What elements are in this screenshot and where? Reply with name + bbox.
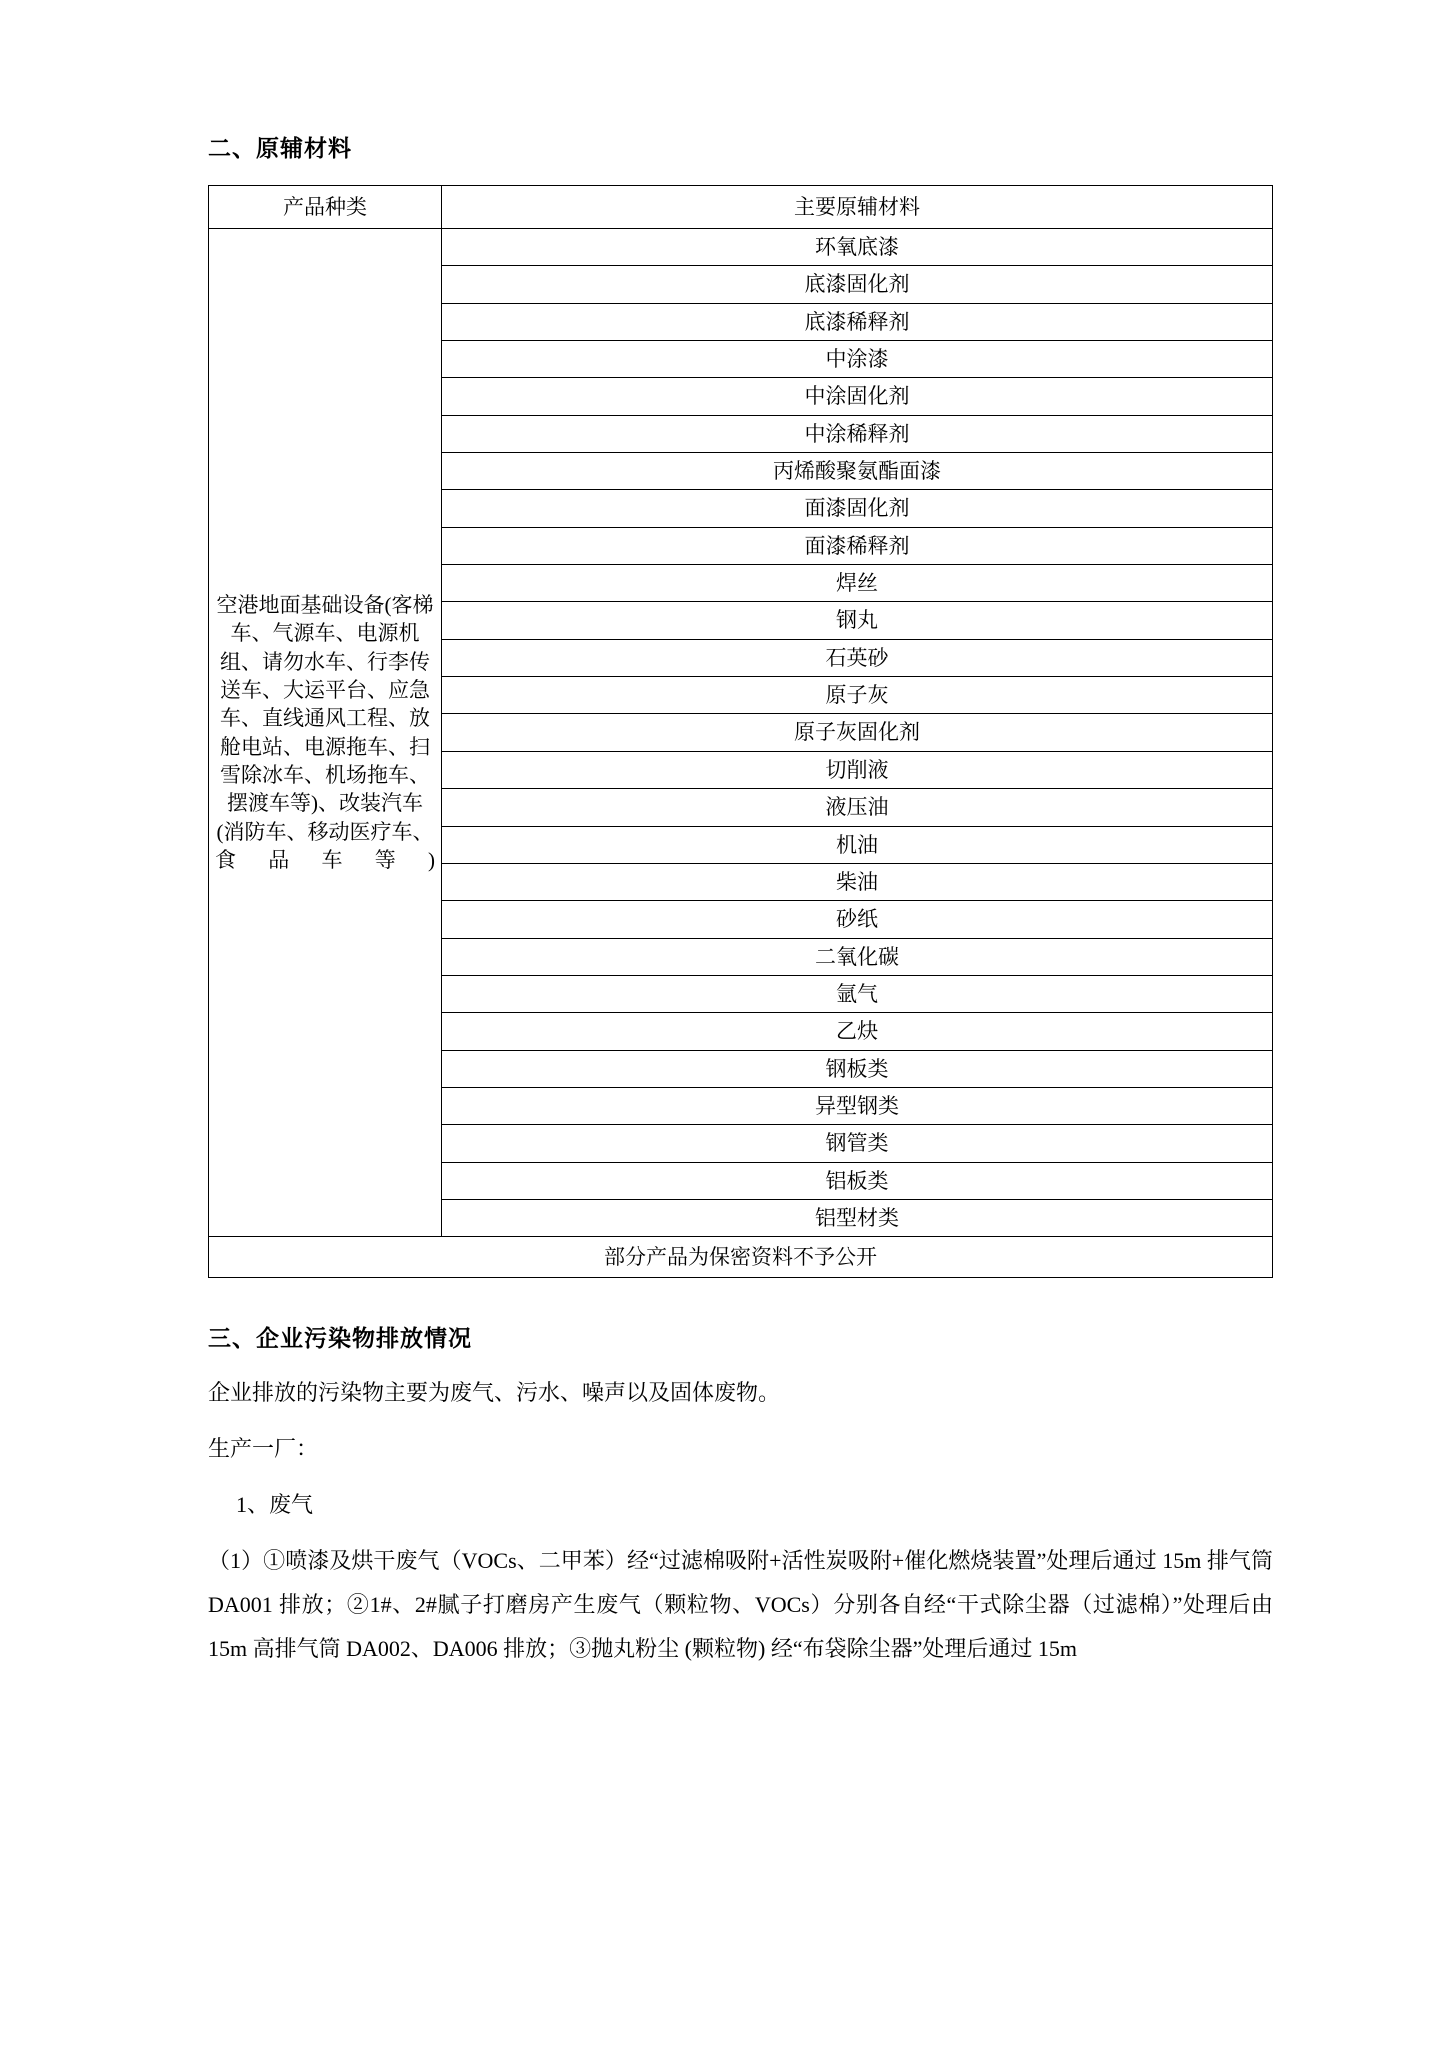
material-cell: 中涂稀释剂 [442, 415, 1273, 452]
table-row [209, 229, 1273, 266]
material-cell: 钢板类 [442, 1050, 1273, 1087]
materials-table [208, 185, 1273, 1278]
material-cell: 液压油 [442, 789, 1273, 826]
material-cell: 面漆固化剂 [442, 490, 1273, 527]
material-cell: 氩气 [442, 975, 1273, 1012]
material-cell: 异型钢类 [442, 1087, 1273, 1124]
item-waste-gas-label: 1、废气 [236, 1492, 314, 1518]
header-main-materials: 主要原辅材料 [442, 186, 1273, 229]
material-cell: 原子灰固化剂 [442, 714, 1273, 751]
material-cell: 乙炔 [442, 1013, 1273, 1050]
material-cell: 铝型材类 [442, 1199, 1273, 1236]
material-cell: 原子灰 [442, 677, 1273, 714]
section-title-pollution: 三、企业污染物排放情况 [208, 1326, 472, 1353]
material-cell: 二氧化碳 [442, 938, 1273, 975]
material-cell: 砂纸 [442, 901, 1273, 938]
category-cell: 空港地面基础设备(客梯车、气源车、电源机组、请勿水车、行李传送车、大运平台、应急车、直线通风工程、放舱电站、电源拖车、扫雪除冰车、机场拖车、摆渡车等)、改装汽车 (消防车、移动医疗车、食品车等) [209, 229, 442, 1237]
material-cell: 石英砂 [442, 639, 1273, 676]
table-header-row [209, 186, 1273, 229]
pollution-paragraphs [208, 1371, 1273, 1671]
material-cell: 丙烯酸聚氨酯面漆 [442, 453, 1273, 490]
page-content [208, 130, 1273, 1683]
material-cell: 面漆稀释剂 [442, 527, 1273, 564]
table-footnote: 部分产品为保密资料不予公开 [209, 1237, 1273, 1278]
material-cell: 中涂漆 [442, 341, 1273, 378]
header-product-category: 产品种类 [209, 186, 442, 229]
material-cell: 钢丸 [442, 602, 1273, 639]
pollution-intro: 企业排放的污染物主要为废气、污水、噪声以及固体废物。 [208, 1380, 781, 1406]
material-cell: 底漆固化剂 [442, 266, 1273, 303]
material-cell: 底漆稀释剂 [442, 303, 1273, 340]
waste-gas-paragraph: （1）①喷漆及烘干废气（VOCs、二甲苯）经“过滤棉吸附+活性炭吸附+催化燃烧装置”处理后通过 15m 排气筒 DA001 排放；②1#、2#腻子打磨房产生废气（颗粒物、VOCs）分别各自经“干式除尘器（过滤棉）”处理后由 15m 高排气筒 DA002、DA006 排放；③抛丸粉尘 (颗粒物) 经“布袋除尘器”处理后通过 15m [208, 1548, 1273, 1662]
material-cell: 钢管类 [442, 1125, 1273, 1162]
section-title-materials: 二、原辅材料 [208, 136, 352, 162]
material-cell: 铝板类 [442, 1162, 1273, 1199]
material-cell: 中涂固化剂 [442, 378, 1273, 415]
material-cell: 焊丝 [442, 565, 1273, 602]
material-cell: 机油 [442, 826, 1273, 863]
materials-table-body [209, 186, 1273, 1278]
material-cell: 环氧底漆 [442, 229, 1273, 266]
material-cell: 切削液 [442, 751, 1273, 788]
material-cell: 柴油 [442, 863, 1273, 900]
plant-label: 生产一厂： [208, 1436, 319, 1462]
table-footnote-row [209, 1237, 1273, 1278]
